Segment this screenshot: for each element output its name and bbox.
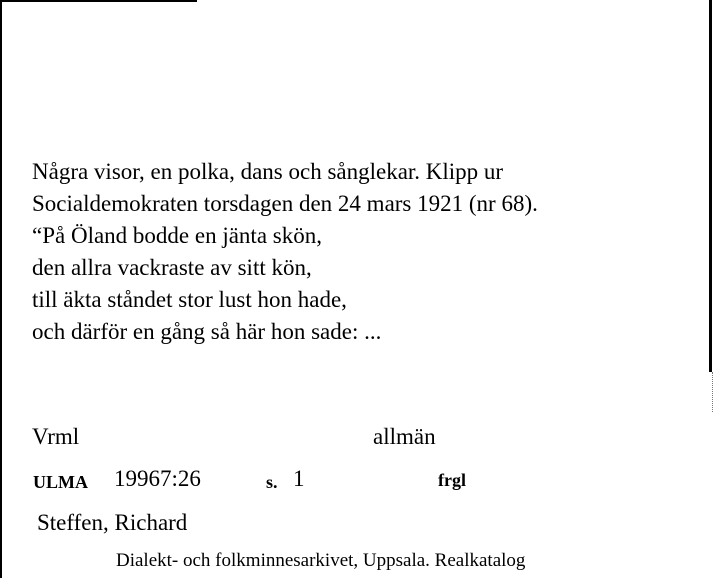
card-border-top: [0, 0, 197, 2]
genre-label: Vrml: [32, 424, 80, 449]
archive-code: ULMA: [33, 472, 88, 492]
accession-number: 19967:26: [114, 466, 201, 491]
description-line: “På Öland bodde en jänta skön,: [32, 223, 322, 248]
page-label: s.: [266, 472, 278, 492]
description-line: Socialdemokraten torsdagen den 24 mars 1921 (nr 68).: [32, 191, 538, 216]
category-label: allmän: [373, 424, 436, 449]
archive-footer: Dialekt- och folkminnesarkivet, Uppsala. Realkatalog: [116, 550, 526, 571]
description-line: den allra vackraste av sitt kön,: [32, 255, 312, 280]
card-border-left: [0, 0, 2, 578]
collector-name: Steffen, Richard: [37, 510, 188, 535]
card-border-right: [709, 0, 712, 372]
description-line: och därför en gång så här hon sade: ...: [32, 319, 382, 344]
description-line: till äkta ståndet stor lust hon hade,: [32, 287, 347, 312]
card-description: [32, 156, 538, 348]
description-line: Några visor, en polka, dans och sånglekar. Klipp ur: [32, 159, 504, 184]
page-number: 1: [293, 466, 305, 491]
type-code: frgl: [438, 470, 466, 490]
